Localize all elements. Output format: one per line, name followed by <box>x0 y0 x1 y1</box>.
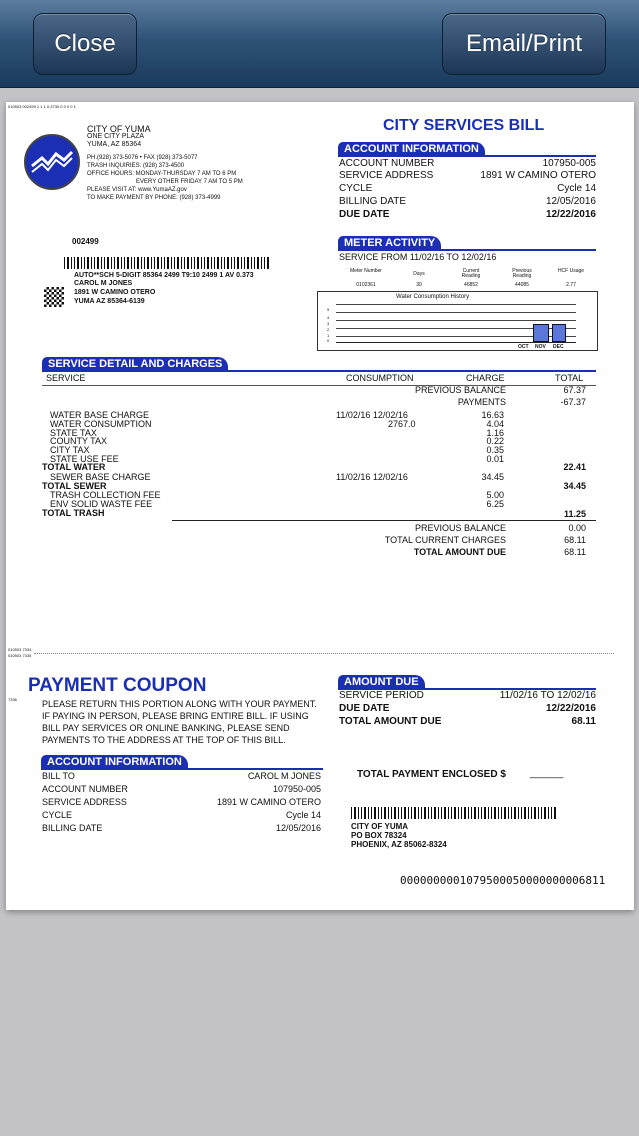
col-rule <box>42 385 596 386</box>
charge-line-name: WATER BASE CHARGE <box>50 410 150 420</box>
chart-tick-2: 2 <box>327 327 330 332</box>
chart-title: Water Consumption History <box>396 294 470 300</box>
meter-rule <box>338 249 596 251</box>
summary-current-label: TOTAL CURRENT CHARGES <box>384 535 506 545</box>
total-sewer-label: TOTAL SEWER <box>42 481 107 491</box>
water-consumption-chart <box>317 291 598 351</box>
summary-prev-value: 0.00 <box>568 523 586 533</box>
days-col: Days <box>413 271 425 277</box>
charge-line-dates: 2767.0 <box>388 419 416 429</box>
summary-due-label: TOTAL AMOUNT DUE <box>413 547 506 557</box>
due-date-label: DUE DATE <box>339 209 390 220</box>
chart-tick-0: 0 <box>327 338 330 343</box>
account-info-rule <box>338 155 596 157</box>
chart-label-nov: NOV <box>535 344 546 350</box>
instructions-line: PLEASE RETURN THIS PORTION ALONG WITH YOUR PAYMENT. <box>42 699 317 709</box>
charge-line-amount: 34.45 <box>481 472 504 482</box>
coupon-cycle-label: CYCLE <box>42 810 73 820</box>
mail-code: 002499 <box>72 237 99 246</box>
recipient-routing: AUTO**SCH 5-DIGIT 85364 2499 T9:10 2499 1 AV 0.373 <box>74 272 254 279</box>
remit-barcode <box>351 807 557 819</box>
days-value: 30 <box>416 282 422 288</box>
billing-date-value: 12/05/2016 <box>545 196 596 207</box>
service-address-value: 1891 W CAMINO OTERO <box>480 170 596 181</box>
coupon-due-label: DUE DATE <box>339 703 390 714</box>
bill-document <box>6 102 634 910</box>
chart-tick-4: 4 <box>327 315 330 320</box>
coupon-account-header: ACCOUNT INFORMATION <box>41 755 188 769</box>
charge-line-name: CITY TAX <box>50 445 90 455</box>
charge-line-amount: 6.25 <box>486 499 504 509</box>
charge-line-dates: 11/02/16 12/02/16 <box>336 410 408 420</box>
charge-line-name: STATE TAX <box>50 428 97 438</box>
recipient-addr2: YUMA AZ 85364-6139 <box>74 298 145 305</box>
remit-name: CITY OF YUMA <box>351 822 409 831</box>
service-from: SERVICE FROM 11/02/16 TO 12/02/16 <box>339 252 497 262</box>
cycle-label: CYCLE <box>339 183 373 194</box>
col-consumption: CONSUMPTION <box>346 373 414 383</box>
total-trash-label: TOTAL TRASH <box>42 508 105 518</box>
coupon-account-rule <box>41 768 323 770</box>
prev-balance-value: 67.37 <box>563 385 586 395</box>
hcf-usage-col: HCF Usage <box>557 268 585 274</box>
charge-line-name: SEWER BASE CHARGE <box>50 472 151 482</box>
sender-hours-2: EVERY OTHER FRIDAY 7 AM TO 5 PM <box>136 179 243 185</box>
chart-tick-3: 3 <box>327 321 330 326</box>
charge-line-amount: 0.01 <box>486 454 504 464</box>
tear-line <box>34 653 614 654</box>
instructions-line: IF PAYING IN PERSON, PLEASE BRING ENTIRE BILL. IF USING <box>42 711 309 721</box>
charge-line-amount: 16.63 <box>481 410 504 420</box>
meter-activity-header: METER ACTIVITY <box>338 236 441 250</box>
account-info-header: ACCOUNT INFORMATION <box>338 142 485 156</box>
col-charge: CHARGE <box>466 373 505 383</box>
coupon-cycle-value: Cycle 14 <box>285 810 321 820</box>
instructions-line: PAYMENTS TO THE ADDRESS AT THE TOP OF THIS BILL. <box>42 735 286 745</box>
cut-codes-2: 010503 7335 <box>8 653 32 658</box>
bar-dec <box>552 324 566 342</box>
prev-balance-label: PREVIOUS BALANCE <box>414 385 506 395</box>
chart-tick-5: 5 <box>327 307 330 312</box>
coupon-title: PAYMENT COUPON <box>28 675 207 696</box>
payments-value: -67.37 <box>560 397 586 407</box>
bill-to-value: CAROL M JONES <box>247 771 321 781</box>
chart-label-dec: DEC <box>553 344 564 350</box>
instructions-line: BILL PAY SERVICES OR ONLINE BANKING, PLEASE SEND <box>42 723 290 733</box>
charge-line-amount: 0.35 <box>486 445 504 455</box>
summary-current-value: 68.11 <box>564 535 586 545</box>
current-reading-value: 46852 <box>464 282 478 288</box>
postal-barcode <box>64 257 270 269</box>
qr-code <box>44 287 64 307</box>
sender-addr1: ONE CITY PLAZA <box>87 133 145 140</box>
cut-codes-1: 010503 7334 <box>8 647 32 652</box>
service-period-label: SERVICE PERIOD <box>339 690 424 701</box>
charge-line-name: TRASH COLLECTION FEE <box>50 490 161 500</box>
coupon-account-number-label: ACCOUNT NUMBER <box>42 784 128 794</box>
charge-line-amount: 1.16 <box>486 428 504 438</box>
coupon-billing-date-value: 12/05/2016 <box>275 823 321 833</box>
service-address-label: SERVICE ADDRESS <box>339 170 434 181</box>
email-print-button[interactable]: Email/Print <box>442 13 606 75</box>
city-logo <box>24 134 80 190</box>
sender-hours: OFFICE HOURS: MONDAY-THURSDAY 7 AM TO 6 PM <box>87 171 237 177</box>
enclosed-label: TOTAL PAYMENT ENCLOSED $ <box>357 769 506 780</box>
hcf-usage-value: 2.77 <box>566 282 576 288</box>
service-period-value: 11/02/16 TO 12/02/16 <box>499 690 596 701</box>
amount-due-header: AMOUNT DUE <box>338 675 425 689</box>
sender-visit: PLEASE VISIT AT: www.YumaAZ.gov <box>87 187 187 193</box>
account-number-label: ACCOUNT NUMBER <box>339 158 435 169</box>
sender-name: CITY OF YUMA <box>87 124 151 134</box>
current-reading-col: Current Reading <box>461 268 481 279</box>
side-code: 7336 <box>8 697 17 702</box>
coupon-total-label: TOTAL AMOUNT DUE <box>339 716 442 727</box>
bill-to-label: BILL TO <box>42 771 75 781</box>
chart-tick-1: 1 <box>327 333 330 338</box>
sender-trash: TRASH INQUIRIES: (928) 373-4500 <box>87 163 185 169</box>
recipient-name: CAROL M JONES <box>74 280 133 287</box>
bill-title: CITY SERVICES BILL <box>383 117 545 134</box>
due-date-value: 12/22/2016 <box>545 209 596 220</box>
top-codes: 010503 002499 1 1 1 0.3730 0 0 0 0 1 <box>8 104 76 109</box>
col-total: TOTAL <box>555 373 584 383</box>
col-service: SERVICE <box>46 373 86 383</box>
chart-label-oct: OCT <box>518 344 529 350</box>
charge-line-name: ENV SOLID WASTE FEE <box>50 499 153 509</box>
bar-nov <box>533 324 549 342</box>
total-water-label: TOTAL WATER <box>42 462 106 472</box>
charge-line-name: COUNTY TAX <box>50 436 108 446</box>
enclosed-blank[interactable]: ______ <box>530 768 564 779</box>
service-detail-header: SERVICE DETAIL AND CHARGES <box>42 357 228 371</box>
sender-phone: PH.(928) 373-5076 • FAX (928) 373-5077 <box>87 155 198 161</box>
billing-date-label: BILLING DATE <box>339 196 407 207</box>
summary-due-value: 68.11 <box>564 547 586 557</box>
sender-addr2: YUMA, AZ 85364 <box>87 141 142 148</box>
service-rule <box>42 370 596 372</box>
coupon-due-value: 12/22/2016 <box>545 703 596 714</box>
account-number-value: 107950-005 <box>542 158 596 169</box>
coupon-billing-date-label: BILLING DATE <box>42 823 103 833</box>
coupon-service-address-value: 1891 W CAMINO OTERO <box>216 797 321 807</box>
scanline: 0000000001079500050000000006811 <box>400 874 606 887</box>
coupon-account-number-value: 107950-005 <box>272 784 321 794</box>
coupon-service-address-label: SERVICE ADDRESS <box>42 797 127 807</box>
previous-reading-col: Previous Reading <box>512 268 532 279</box>
sender-pay-phone: TO MAKE PAYMENT BY PHONE: (928) 373-4999 <box>87 195 221 201</box>
remit-city: PHOENIX, AZ 85062-8324 <box>351 840 447 849</box>
top-toolbar <box>0 0 639 88</box>
close-button[interactable]: Close <box>33 13 137 75</box>
meter-number-value: 0102361 <box>356 282 376 288</box>
charge-line-amount: 5.00 <box>486 490 504 500</box>
previous-reading-value: 44085 <box>515 282 529 288</box>
charge-line-name: STATE USE FEE <box>50 454 119 464</box>
remit-box: PO BOX 78324 <box>351 831 407 840</box>
total-trash-value: 11.25 <box>563 509 586 519</box>
charge-line-amount: 0.22 <box>486 436 504 446</box>
charge-line-dates: 11/02/16 12/02/16 <box>336 472 408 482</box>
meter-number-col: Meter Number <box>350 268 382 274</box>
payments-label: PAYMENTS <box>457 397 506 407</box>
summary-prev-label: PREVIOUS BALANCE <box>414 523 506 533</box>
cycle-value: Cycle 14 <box>557 183 596 194</box>
charge-line-name: WATER CONSUMPTION <box>50 419 152 429</box>
charge-line-amount: 4.04 <box>486 419 504 429</box>
coupon-total-value: 68.11 <box>571 716 596 727</box>
total-water-value: 22.41 <box>563 462 586 472</box>
recipient-addr1: 1891 W CAMINO OTERO <box>74 289 156 296</box>
total-sewer-value: 34.45 <box>563 481 586 491</box>
summary-rule <box>172 520 596 521</box>
